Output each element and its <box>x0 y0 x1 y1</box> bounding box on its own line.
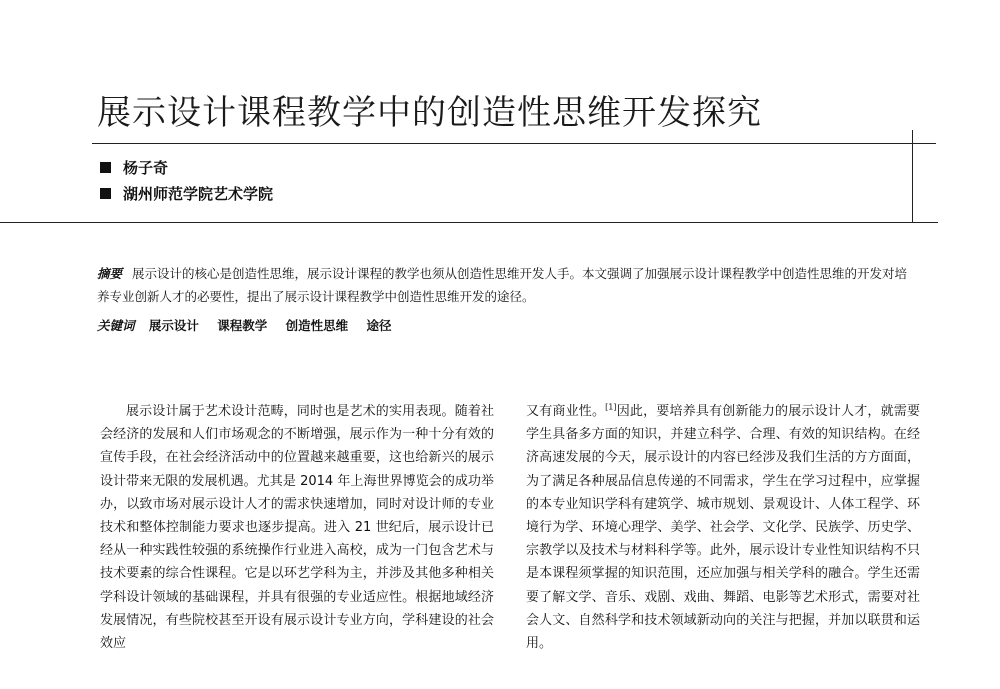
keyword-item: 课程教学 <box>217 318 268 333</box>
abstract-text: 展示设计的核心是创造性思维，展示设计课程的教学也须从创造性思维开发人手。本文强调了加强展示设计课程教学中创造性思维的开发对培养专业创新人才的必要性，提出了展示设计课程教学中创造性思维开发的途径。 <box>97 266 908 304</box>
keyword-item: 创造性思维 <box>285 318 349 333</box>
header-rule-top <box>92 143 936 144</box>
body-text: 又有商业性。 <box>526 404 606 419</box>
keywords-label: 关键词 <box>97 318 135 333</box>
abstract-label: 摘要 <box>97 266 123 281</box>
paper-title: 展示设计课程教学中的创造性思维开发探究 <box>97 93 762 133</box>
keyword-item: 展示设计 <box>148 318 199 333</box>
reference-mark: [1] <box>605 402 617 412</box>
body-column-right <box>526 400 920 655</box>
header-rule-vertical <box>912 130 913 222</box>
body-column-left: 展示设计属于艺术设计范畴，同时也是艺术的实用表现。随着社会经济的发展和人们市场观念的不断增强，展示作为一种十分有效的宣传手段，在社会经济活动中的位置越来越重要，这也给新兴的展示设计带来无限的发展机遇。尤其是 2014 年上海世界博览会的成功举办，以致市场对展示设计人才的需求快速增加，同时对设计师的专业技术和整体控制能力要求也逐步提高。进入 21 世纪后，展示设计已经从一种实践性较强的系统操作行业进入高校，成为一门包含艺术与技术要素的综合性课程。它是以环艺学科为主，并涉及其他多种相关学科设计领域的基础课程，并具有很强的专业适应性。根据地域经济发展情况，有些院校甚至开设有展示设计专业方向，学科建设的社会效应 <box>100 404 494 652</box>
square-bullet-icon <box>100 162 111 173</box>
author-line <box>100 157 168 179</box>
square-bullet-icon <box>100 188 111 199</box>
header-rule-bottom <box>0 222 938 223</box>
affiliation-name: 湖州师范学院艺术学院 <box>123 185 274 203</box>
keyword-item: 途径 <box>366 318 392 333</box>
affiliation-line <box>100 183 273 205</box>
author-name: 杨子奇 <box>123 159 169 177</box>
body-text: 因此，要培养具有创新能力的展示设计人才，就需要学生具备多方面的知识，并建立科学、合理、有效的知识结构。在经济高速发展的今天，展示设计的内容已经涉及我们生活的方方面面，为了满足各种展品信息传递的不同需求，学生在学习过程中，应掌握的本专业知识学科有建筑学、城市规划、景观设计、人体工程学、环境行为学、环境心理学、美学、社会学、文化学、民族学、历史学、宗教学以及技术与材料科学等。此外，展示设计专业性知识结构不只是本课程须掌握的知识范围，还应加强与相关学科的融合。学生还需要了解文学、音乐、戏剧、戏曲、舞蹈、电影等艺术形式，需要对社会人文、自然科学和技术领域新动向的关注与把握，并加以联贯和运用。 <box>526 404 920 652</box>
keywords <box>97 314 917 337</box>
abstract <box>97 262 917 308</box>
